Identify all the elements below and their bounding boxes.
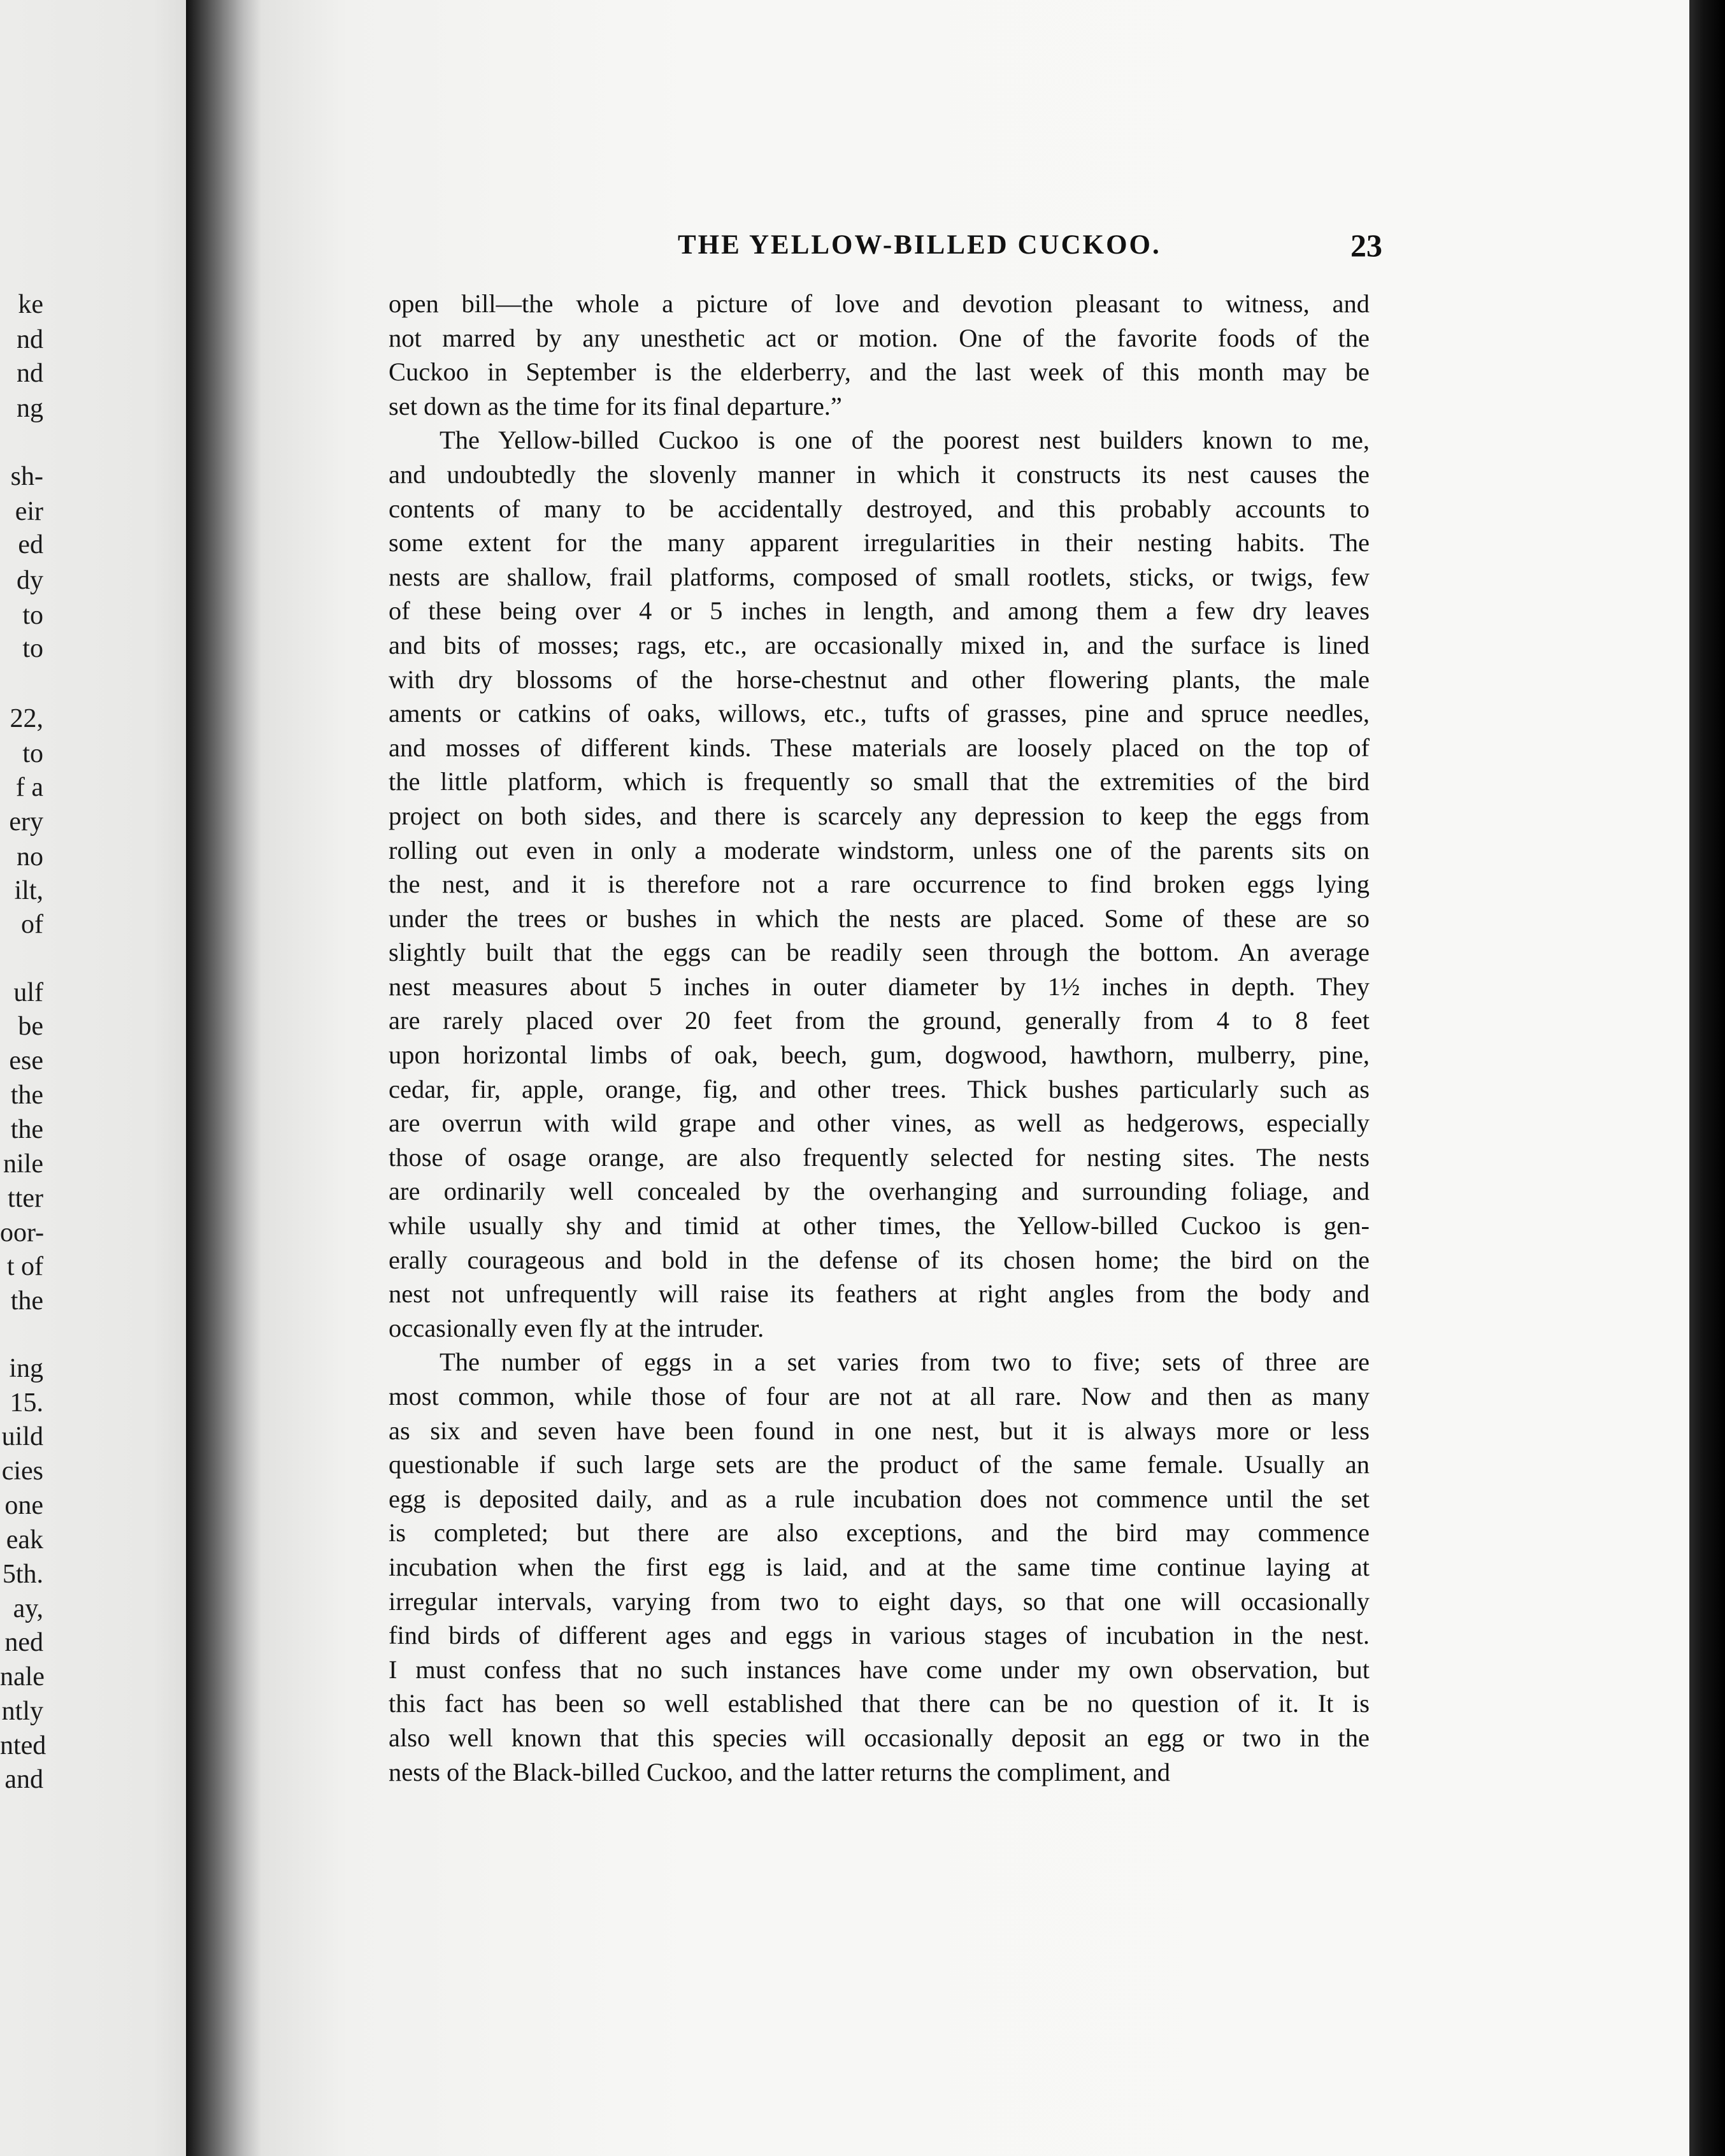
text-line: not marred by any unesthetic act or motion. One of the favorite foods of the (389, 323, 1370, 352)
text-line: are rarely placed over 20 feet from the ground, generally from 4 to 8 feet (389, 1006, 1370, 1035)
facing-page-fragment: ed (18, 530, 43, 559)
text-line: project on both sides, and there is scarcely any depression to keep the eggs from (389, 801, 1370, 830)
facing-page-fragment: eir (15, 497, 43, 526)
text-line: those of osage orange, are also frequently selected for nesting sites. The nests (389, 1142, 1370, 1172)
text-line: under the trees or bushes in which the nests are placed. Some of these are so (389, 903, 1370, 933)
text-line: nest not unfrequently will raise its feathers at right angles from the body and (389, 1279, 1370, 1309)
text-line: nests of the Black-billed Cuckoo, and the latter returns the compliment, and (389, 1757, 1171, 1786)
page-number: 23 (1350, 227, 1382, 263)
text-line: erally courageous and bold in the defense of its chosen home; the bird on the (389, 1245, 1370, 1274)
facing-page-fragment: of (21, 910, 43, 939)
facing-page-fragment: ese (9, 1046, 43, 1075)
facing-page-fragment: 5th. (2, 1560, 43, 1589)
facing-page-fragment: ay, (13, 1594, 43, 1623)
text-line: egg is deposited daily, and as a rule incubation does not commence until the set (389, 1484, 1370, 1513)
text-line: cedar, fir, apple, orange, fig, and other trees. Thick bushes particularly such as (389, 1074, 1370, 1103)
text-line: some extent for the many apparent irregularities in their nesting habits. The (389, 528, 1370, 557)
facing-page-fragment: nale (0, 1662, 45, 1692)
facing-page-fragment: f a (15, 773, 43, 802)
text-line: I must confess that no such instances have come under my own observation, but (389, 1655, 1370, 1684)
text-line: the nest, and it is therefore not a rare occurrence to find broken eggs lying (389, 870, 1370, 899)
facing-page-fragment: nd (17, 325, 43, 354)
text-line: occasionally even fly at the intruder. (389, 1313, 764, 1342)
facing-page-fragment: eak (6, 1525, 43, 1555)
text-line: this fact has been so well established that there can be no question of it. It is (389, 1689, 1370, 1718)
facing-page-fragment: ing (9, 1354, 43, 1383)
facing-page-fragment: the (10, 1081, 43, 1110)
text-line: also well known that this species will occasionally deposit an egg or two in the (389, 1723, 1370, 1752)
text-line: open bill—the whole a picture of love and devotion pleasant to witness, and (389, 289, 1370, 318)
text-line: and undoubtedly the slovenly manner in which it constructs its nest causes the (389, 459, 1370, 489)
text-line: set down as the time for its final departure.” (389, 391, 842, 420)
facing-page-fragment: nted (0, 1731, 47, 1760)
text-line: find birds of different ages and eggs in various stages of incubation in the nest. (389, 1621, 1370, 1650)
body-text (389, 287, 1370, 1789)
facing-page-fragment: nd (17, 359, 43, 388)
text-line: contents of many to be accidentally destroyed, and this probably accounts to (389, 494, 1370, 523)
facing-page-fragment: to (22, 601, 43, 630)
text-line: the little platform, which is frequently so small that the extremities of the bird (389, 767, 1370, 796)
facing-page-fragment: ng (17, 394, 43, 423)
facing-page-fragment: ke (18, 290, 43, 319)
text-line: while usually shy and timid at other times, the Yellow-billed Cuckoo is gen- (389, 1211, 1370, 1240)
text-line: and mosses of different kinds. These materials are loosely placed on the top of (389, 733, 1370, 762)
book-gutter (186, 0, 262, 2156)
paragraph (389, 287, 1370, 423)
facing-page-fragment: the (10, 1115, 43, 1144)
facing-page-fragment: t of (6, 1252, 43, 1281)
facing-page-fragment: sh- (10, 462, 43, 491)
text-line: as six and seven have been found in one nest, but it is always more or less (389, 1416, 1370, 1445)
facing-page-fragment: nile (3, 1149, 43, 1179)
facing-page-fragment: ned (4, 1628, 43, 1657)
text-line: with dry blossoms of the horse-chestnut and other flowering plants, the male (389, 665, 1370, 694)
text-line: upon horizontal limbs of oak, beech, gum, dogwood, hawthorn, mulberry, pine, (389, 1040, 1370, 1070)
text-line: questionable if such large sets are the product of the same female. Usually an (389, 1450, 1370, 1479)
text-line: irregular intervals, varying from two to eight days, so that one will occasionally (389, 1586, 1370, 1616)
facing-page-fragment: oor- (0, 1218, 45, 1247)
running-head: THE YELLOW-BILLED CUCKOO. (678, 230, 1161, 260)
facing-page-fragment: 22, (10, 704, 43, 733)
text-line: are ordinarily well concealed by the overhanging and surrounding foliage, and (389, 1177, 1370, 1206)
paragraph (389, 423, 1370, 1345)
text-line: is completed; but there are also exceptions, and the bird may commence (389, 1518, 1370, 1548)
facing-page-fragment: ery (9, 807, 43, 837)
facing-page-fragment: one (4, 1491, 43, 1520)
text-line: nests are shallow, frail platforms, composed of small rootlets, sticks, or twigs, few (389, 562, 1370, 591)
facing-page-fragment: to (22, 739, 43, 768)
facing-page-fragment: ntly (1, 1697, 43, 1726)
text-line: of these being over 4 or 5 inches in length, and among them a few dry leaves (389, 596, 1370, 626)
text-line: Cuckoo in September is the elderberry, and the last week of this month may be (389, 357, 1370, 387)
facing-page-fragment: ilt, (14, 876, 43, 905)
text-line: and bits of mosses; rags, etc., are occasionally mixed in, and the surface is lined (389, 630, 1370, 659)
facing-page-fragment: the (10, 1286, 43, 1316)
facing-page-fragment: no (17, 842, 43, 872)
page-edge-shadow (1689, 0, 1725, 2156)
text-line: nest measures about 5 inches in outer diameter by 1½ inches in depth. They (389, 972, 1370, 1001)
facing-page-fragment: and (4, 1765, 43, 1794)
text-line: most common, while those of four are not at all rare. Now and then as many (389, 1382, 1370, 1411)
facing-page-edge (0, 0, 191, 2156)
text-line: incubation when the first egg is laid, and at the same time continue laying at (389, 1552, 1370, 1581)
text-line: The number of eggs in a set varies from two to five; sets of three are (440, 1348, 1370, 1377)
facing-page-fragment: tter (8, 1184, 43, 1213)
facing-page-fragment: be (18, 1012, 43, 1041)
text-line: are overrun with wild grape and other vines, as well as hedgerows, especially (389, 1109, 1370, 1138)
facing-page-fragment: uild (1, 1422, 43, 1451)
text-line: slightly built that the eggs can be readily seen through the bottom. An average (389, 938, 1370, 967)
text-line: aments or catkins of oaks, willows, etc., tufts of grasses, pine and spruce needles, (389, 699, 1370, 728)
facing-page-fragment: dy (17, 566, 43, 595)
facing-page-fragment: cies (1, 1456, 43, 1486)
facing-page-fragment: to (22, 634, 43, 663)
facing-page-fragment: 15. (10, 1388, 43, 1418)
paragraph (389, 1345, 1370, 1789)
text-line: rolling out even in only a moderate windstorm, unless one of the parents sits on (389, 835, 1370, 865)
text-line: The Yellow-billed Cuckoo is one of the poorest nest builders known to me, (440, 426, 1370, 455)
facing-page-fragment: ulf (13, 978, 43, 1007)
